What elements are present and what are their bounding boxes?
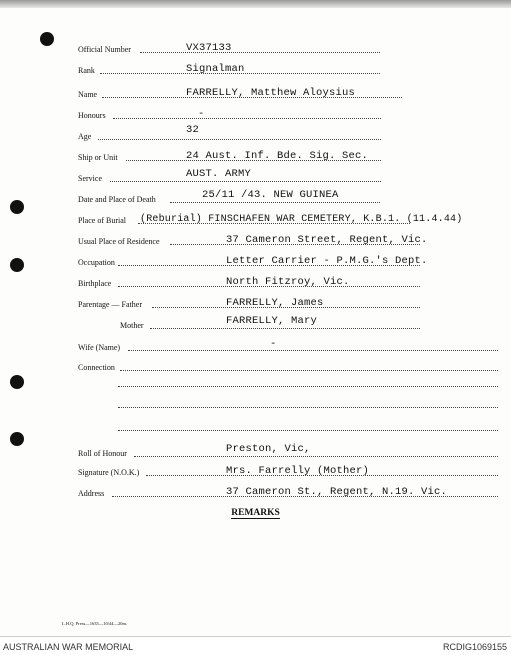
dotted-line <box>134 456 498 457</box>
value-place-of-burial: (Reburial) FINSCHAFEN WAR CEMETERY, K.B.1. (11.4.44) <box>140 214 463 225</box>
row-address <box>78 484 498 500</box>
value-occupation: Letter Carrier - P.M.G.'s Dept. <box>226 255 428 267</box>
value-roll-of-honour: Preston, Vic, <box>226 443 311 455</box>
dotted-line <box>170 202 380 203</box>
label-signature: Signature (N.O.K.) <box>78 468 140 477</box>
label-wife: Wife (Name) <box>78 343 121 352</box>
row-father <box>78 295 498 311</box>
dotted-line <box>128 350 498 351</box>
label-age: Age <box>78 132 92 141</box>
label-name: Name <box>78 90 98 99</box>
value-mother: FARRELLY, Mary <box>226 315 318 327</box>
punch-hole <box>40 32 54 46</box>
dotted-line <box>150 328 420 329</box>
row-service <box>78 169 498 185</box>
footer-record-id: RCDIG1069155 <box>442 642 507 652</box>
row-usual-residence <box>78 232 498 248</box>
connection-line <box>118 430 498 431</box>
row-place-of-burial <box>78 211 498 227</box>
value-honours: - <box>198 108 205 120</box>
row-signature <box>78 463 498 479</box>
remarks-heading <box>0 508 511 518</box>
footer-archive-name: AUSTRALIAN WAR MEMORIAL <box>3 642 134 652</box>
label-ship-or-unit: Ship or Unit <box>78 153 118 162</box>
row-mother <box>78 316 498 332</box>
dotted-line <box>140 52 380 53</box>
label-birthplace: Birthplace <box>78 279 112 288</box>
remarks-text: REMARKS <box>231 508 280 518</box>
printer-note: L.H.Q. Press—1635—10/44—20m. <box>62 621 128 626</box>
value-signature: Mrs. Farrelly (Mother) <box>226 465 370 477</box>
row-wife <box>78 338 498 354</box>
connection-line <box>118 407 498 408</box>
punch-hole <box>10 200 24 214</box>
row-ship-or-unit <box>78 148 498 164</box>
value-name: FARRELLY, Matthew Aloysius <box>186 87 356 99</box>
row-birthplace <box>78 274 498 290</box>
punch-hole <box>10 375 24 389</box>
row-occupation <box>78 253 498 269</box>
value-wife: - <box>270 338 277 350</box>
value-service: AUST. ARMY <box>186 168 252 180</box>
dotted-line <box>120 370 498 371</box>
value-address: 37 Cameron St., Regent, N.19. Vic. <box>226 486 448 498</box>
label-occupation: Occupation <box>78 258 115 267</box>
scan-top-edge <box>0 0 511 8</box>
label-address: Address <box>78 489 105 498</box>
value-date-place-death: 25/11 /43. NEW GUINEA <box>202 189 339 201</box>
row-rank <box>78 61 498 77</box>
value-usual-residence: 37 Cameron Street, Regent, Vic. <box>226 234 428 246</box>
row-age <box>78 124 498 143</box>
label-usual-residence: Usual Place of Residence <box>78 237 160 246</box>
label-connection: Connection <box>78 363 115 372</box>
row-honours <box>78 106 498 122</box>
value-age: 32 <box>186 124 200 136</box>
row-date-place-death <box>78 190 498 206</box>
label-place-of-burial: Place of Burial <box>78 216 126 225</box>
archive-footer <box>0 636 511 655</box>
dotted-line <box>98 139 381 140</box>
punch-hole <box>10 258 24 272</box>
row-connection <box>78 358 498 374</box>
label-father: Parentage — Father <box>78 300 142 309</box>
row-roll-of-honour <box>78 444 498 460</box>
value-ship-or-unit: 24 Aust. Inf. Bde. Sig. Sec. <box>186 150 369 162</box>
dotted-line <box>110 181 381 182</box>
value-father: FARRELLY, James <box>226 297 324 309</box>
value-rank: Signalman <box>186 63 245 75</box>
connection-line <box>118 386 498 387</box>
value-official-number: VX37133 <box>186 42 232 54</box>
label-date-place-death: Date and Place of Death <box>78 195 156 204</box>
label-service: Service <box>78 174 102 183</box>
dotted-line <box>113 118 381 119</box>
label-rank: Rank <box>78 66 95 75</box>
label-roll-of-honour: Roll of Honour <box>78 449 127 458</box>
value-birthplace: North Fitzroy, Vic. <box>226 276 350 288</box>
label-honours: Honours <box>78 111 106 120</box>
punch-hole <box>10 432 24 446</box>
row-name <box>78 85 498 101</box>
label-official-number: Official Number <box>78 45 131 54</box>
label-mother: Mother <box>120 321 144 330</box>
row-official-number <box>78 40 498 56</box>
